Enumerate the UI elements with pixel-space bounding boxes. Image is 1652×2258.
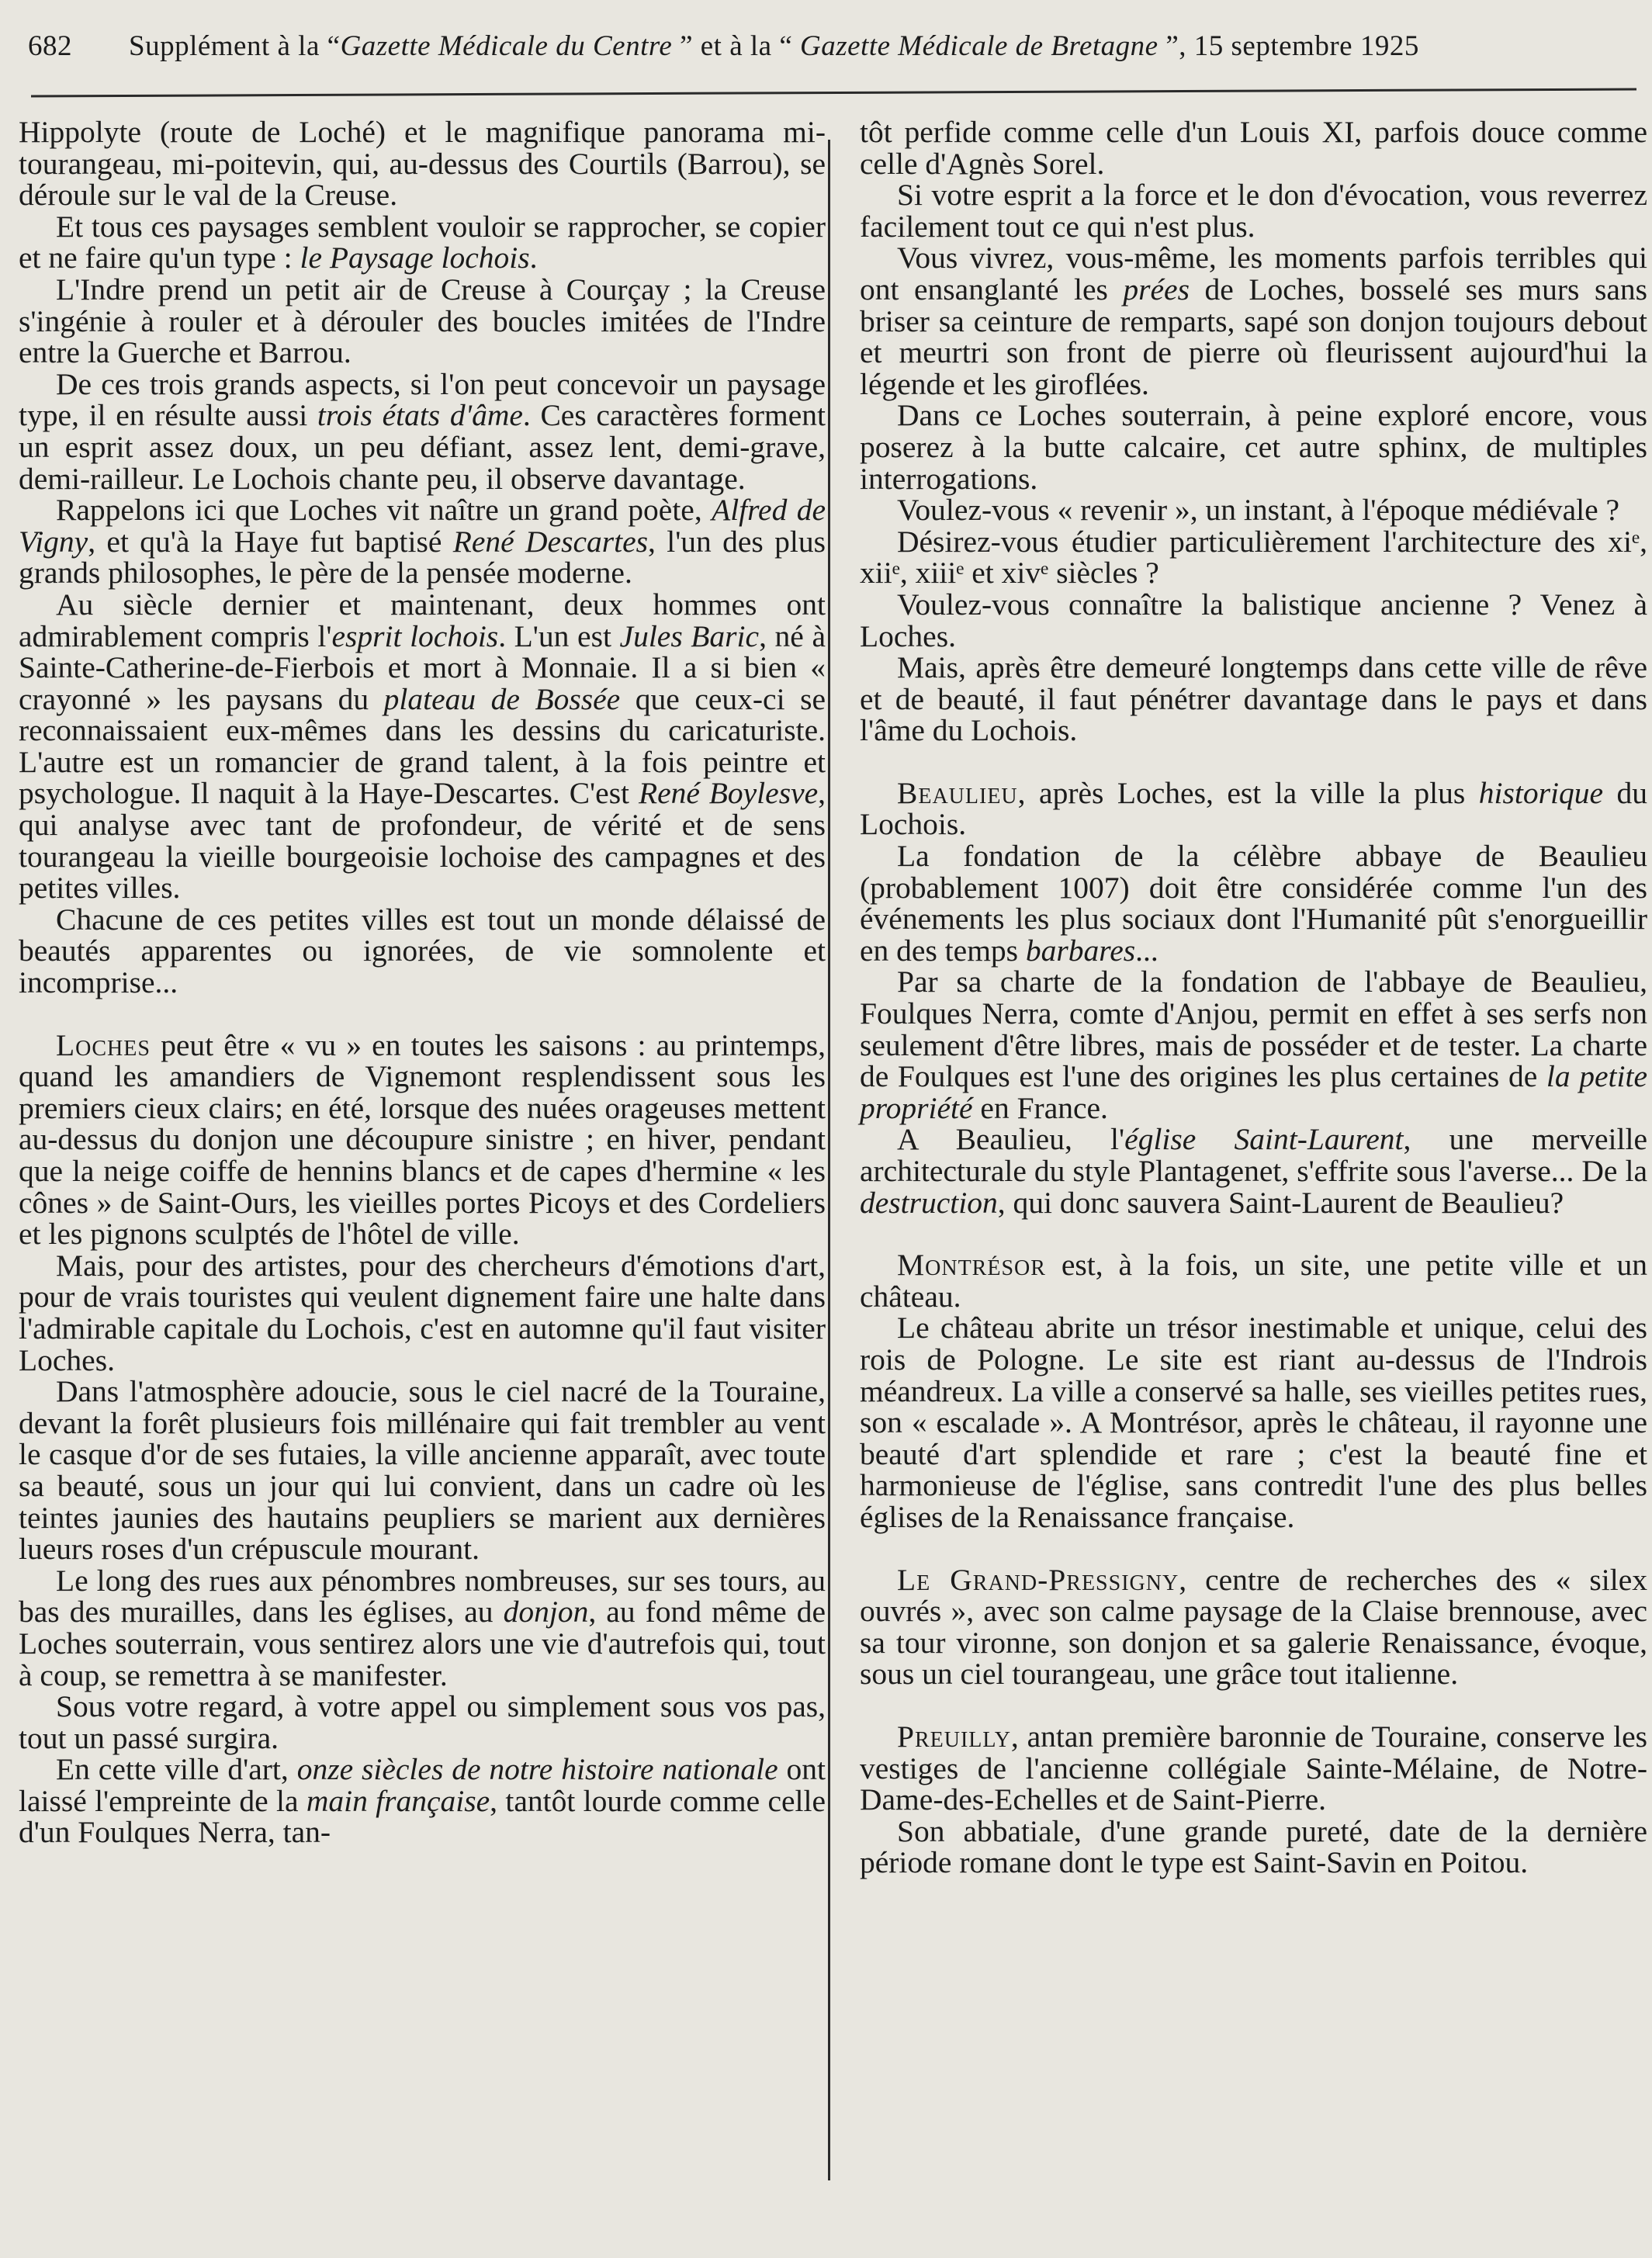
paragraph: Voulez-vous « revenir », un instant, à l'époque médiévale ?: [897, 493, 1620, 528]
paragraph: Le château abrite un trésor inestimable et unique, celui des rois de Pologne. Le site est riant au-dessus de l'Indrois méandreux. La ville a conservé sa halle, ses vieilles petites rues, son « escalade ». A Montrésor, après le château, il rayonne une beauté d'art splendide et rare ; c'est la beauté fine et harmonieuse de l'église, sans contredit l'une des plus belles églises de la Renaissance française.: [860, 1311, 1647, 1534]
paragraph: Mais, après être demeuré longtemps dans cette ville de rêve et de beauté, il faut pénétrer davantage dans le pays et dans l'âme du Lochois.: [860, 650, 1647, 748]
paragraph: Loches peut être « vu » en toutes les saisons : au printemps, quand les amandiers de Vignemont resplendissent sous les premiers cieux clairs; en été, lorsque des nuées orageuses mettent au-dessus du donjon une découpure sinistre ; en hiver, pendant que la neige coiffe de hennins blancs et de capes d'hermine « les cônes » de Saint-Ours, les vieilles portes Picoys et des Cordeliers et les pignons sculptés de l'hôtel de ville.: [19, 1027, 826, 1252]
paragraph: Et tous ces paysages semblent vouloir se rapprocher, se copier et ne faire qu'un type : le Paysage lochois.: [19, 209, 826, 275]
paragraph: Montrésor est, à la fois, un site, une petite ville et un château.: [860, 1248, 1647, 1314]
page-number: 682: [28, 30, 72, 62]
paragraph: Au siècle dernier et maintenant, deux hommes ont admirablement compris l'esprit lochois. L'un est Jules Baric, né à Sainte-Catherine-de-Fierbois et mort à Monnaie. Il a si bien « crayonné » les paysans du plateau de Bossée que ceux-ci se reconnaissaient eux-mêmes dans les dessins du caricaturiste. L'autre est un romancier de grand talent, à la fois peintre et psychologue. Il naquit à la Haye-Descartes. C'est René Boylesve, qui analyse avec tant de profondeur, de vérité et de sens tourangeau la vieille bourgeoisie lochoise des campagnes et des petites villes.: [19, 587, 826, 906]
paragraph: Son abbatiale, d'une grande pureté, date de la dernière période romane dont le type est Saint-Savin en Poitou.: [860, 1813, 1647, 1880]
paragraph: Par sa charte de la fondation de l'abbaye de Beaulieu, Foulques Nerra, comte d'Anjou, permit en effet à ses serfs non seulement d'être libres, mais de posséder et de tester. La charte de Foulques est l'une des origines les plus certaines de la petite propriété en France.: [860, 964, 1647, 1125]
paragraph: Preuilly, antan première baronnie de Touraine, conserve les vestiges de l'ancienne collégiale Sainte-Mélaine, de Notre-Dame-des-Echelles et de Saint-Pierre.: [860, 1719, 1647, 1817]
paragraph: Rappelons ici que Loches vit naître un grand poète, Alfred de Vigny, et qu'à la Haye fut baptisé René Descartes, l'un des plus grands philosophes, le père de la pensée moderne.: [19, 493, 826, 590]
paragraph: Le Grand-Pressigny, centre de recherches des « silex ouvrés », avec son calme paysage de la Claise brennouse, avec sa tour vironne, son donjon et sa galerie Renaissance, évoque, sous un ciel tourangeau, une grâce tout italienne.: [860, 1562, 1647, 1692]
paragraph: De ces trois grands aspects, si l'on peut concevoir un paysage type, il en résulte aussi trois états d'âme. Ces caractères forment un esprit assez doux, un peu défiant, assez lent, demi-grave, demi-railleur. Le Lochois chante peu, il observe davantage.: [19, 366, 826, 496]
column-separator: [828, 140, 830, 2180]
running-title: Supplément à la “Gazette Médicale du Centre ” et à la “ Gazette Médicale de Bretagne ”, 15 septembre 1925: [129, 30, 1419, 62]
left-column: [19, 116, 826, 1848]
paragraph: Sous votre regard, à votre appel ou simplement sous vos pas, tout un passé surgira.: [19, 1689, 826, 1755]
paragraph: Mais, pour des artistes, pour des chercheurs d'émotions d'art, pour de vrais touristes qui veulent dignement faire une halte dans l'admirable capitale du Lochois, c'est en automne qu'il faut visiter Loches.: [19, 1248, 826, 1377]
paragraph: Dans ce Loches souterrain, à peine exploré encore, vous poserez à la butte calcaire, cet autre sphinx, de multiples interrogations.: [860, 398, 1647, 496]
header-rule: [31, 88, 1636, 97]
paragraph: La fondation de la célèbre abbaye de Beaulieu (probablement 1007) doit être considérée comme l'un des événements les plus sociaux dont l'Humanité pût s'enorgueillir en des temps barbares...: [860, 839, 1647, 968]
paragraph: Vous vivrez, vous-même, les moments parfois terribles qui ont ensanglanté les prées de Loches, bosselé ses murs sans briser sa ceinture de remparts, sapé son donjon toujours debout et meurtri son front de pierre où fleurissent aujourd'hui la légende et les giroflées.: [860, 241, 1647, 401]
right-column: [860, 116, 1647, 1879]
paragraph: Si votre esprit a la force et le don d'évocation, vous reverrez facilement tout ce qui n'est plus.: [860, 178, 1647, 244]
paragraph: Beaulieu, après Loches, est la ville la plus historique du Lochois.: [860, 775, 1647, 842]
paragraph: Hippolyte (route de Loché) et le magnifique panorama mi-tourangeau, mi-poitevin, qui, au-dessus des Courtils (Barrou), se déroule sur le val de la Creuse.: [19, 115, 826, 213]
paragraph: Désirez-vous étudier particulièrement l'architecture des xiᵉ, xiiᵉ, xiiiᵉ et xivᵉ siècles ?: [860, 524, 1647, 590]
paragraph: tôt perfide comme celle d'un Louis XI, parfois douce comme celle d'Agnès Sorel.: [860, 115, 1647, 181]
paragraph: En cette ville d'art, onze siècles de notre histoire nationale ont laissé l'empreinte de la main française, tantôt lourde comme celle d'un Foulques Nerra, tan-: [19, 1752, 826, 1850]
paragraph: Dans l'atmosphère adoucie, sous le ciel nacré de la Touraine, devant la forêt plusieurs fois millénaire qui fait trembler au vent le casque d'or de ses futaies, la ville ancienne apparaît, avec toute sa beauté, sous un jour qui lui convient, dans un cadre où les teintes jaunies des hautains peupliers se marient aux dernières lueurs roses d'un crépuscule mourant.: [19, 1374, 826, 1567]
paragraph: A Beaulieu, l'église Saint-Laurent, une merveille architecturale du style Plantagenet, s'effrite sous l'averse... De la destruction, qui donc sauvera Saint-Laurent de Beaulieu?: [860, 1122, 1647, 1220]
paragraph: L'Indre prend un petit air de Creuse à Courçay ; la Creuse s'ingénie à rouler et à dérouler des boucles imitées de l'Indre entre la Guerche et Barrou.: [19, 272, 826, 370]
paragraph: Chacune de ces petites villes est tout un monde délaissé de beautés apparentes ou ignorées, de vie somnolente et incomprise...: [19, 902, 826, 1000]
paragraph: Le long des rues aux pénombres nombreuses, sur ses tours, au bas des murailles, dans les églises, au donjon, au fond même de Loches souterrain, vous sentirez alors une vie d'autrefois qui, tout à coup, se remettra à se manifester.: [19, 1563, 826, 1692]
page-header: [28, 23, 1621, 78]
paragraph: Voulez-vous connaître la balistique ancienne ? Venez à Loches.: [860, 587, 1647, 653]
